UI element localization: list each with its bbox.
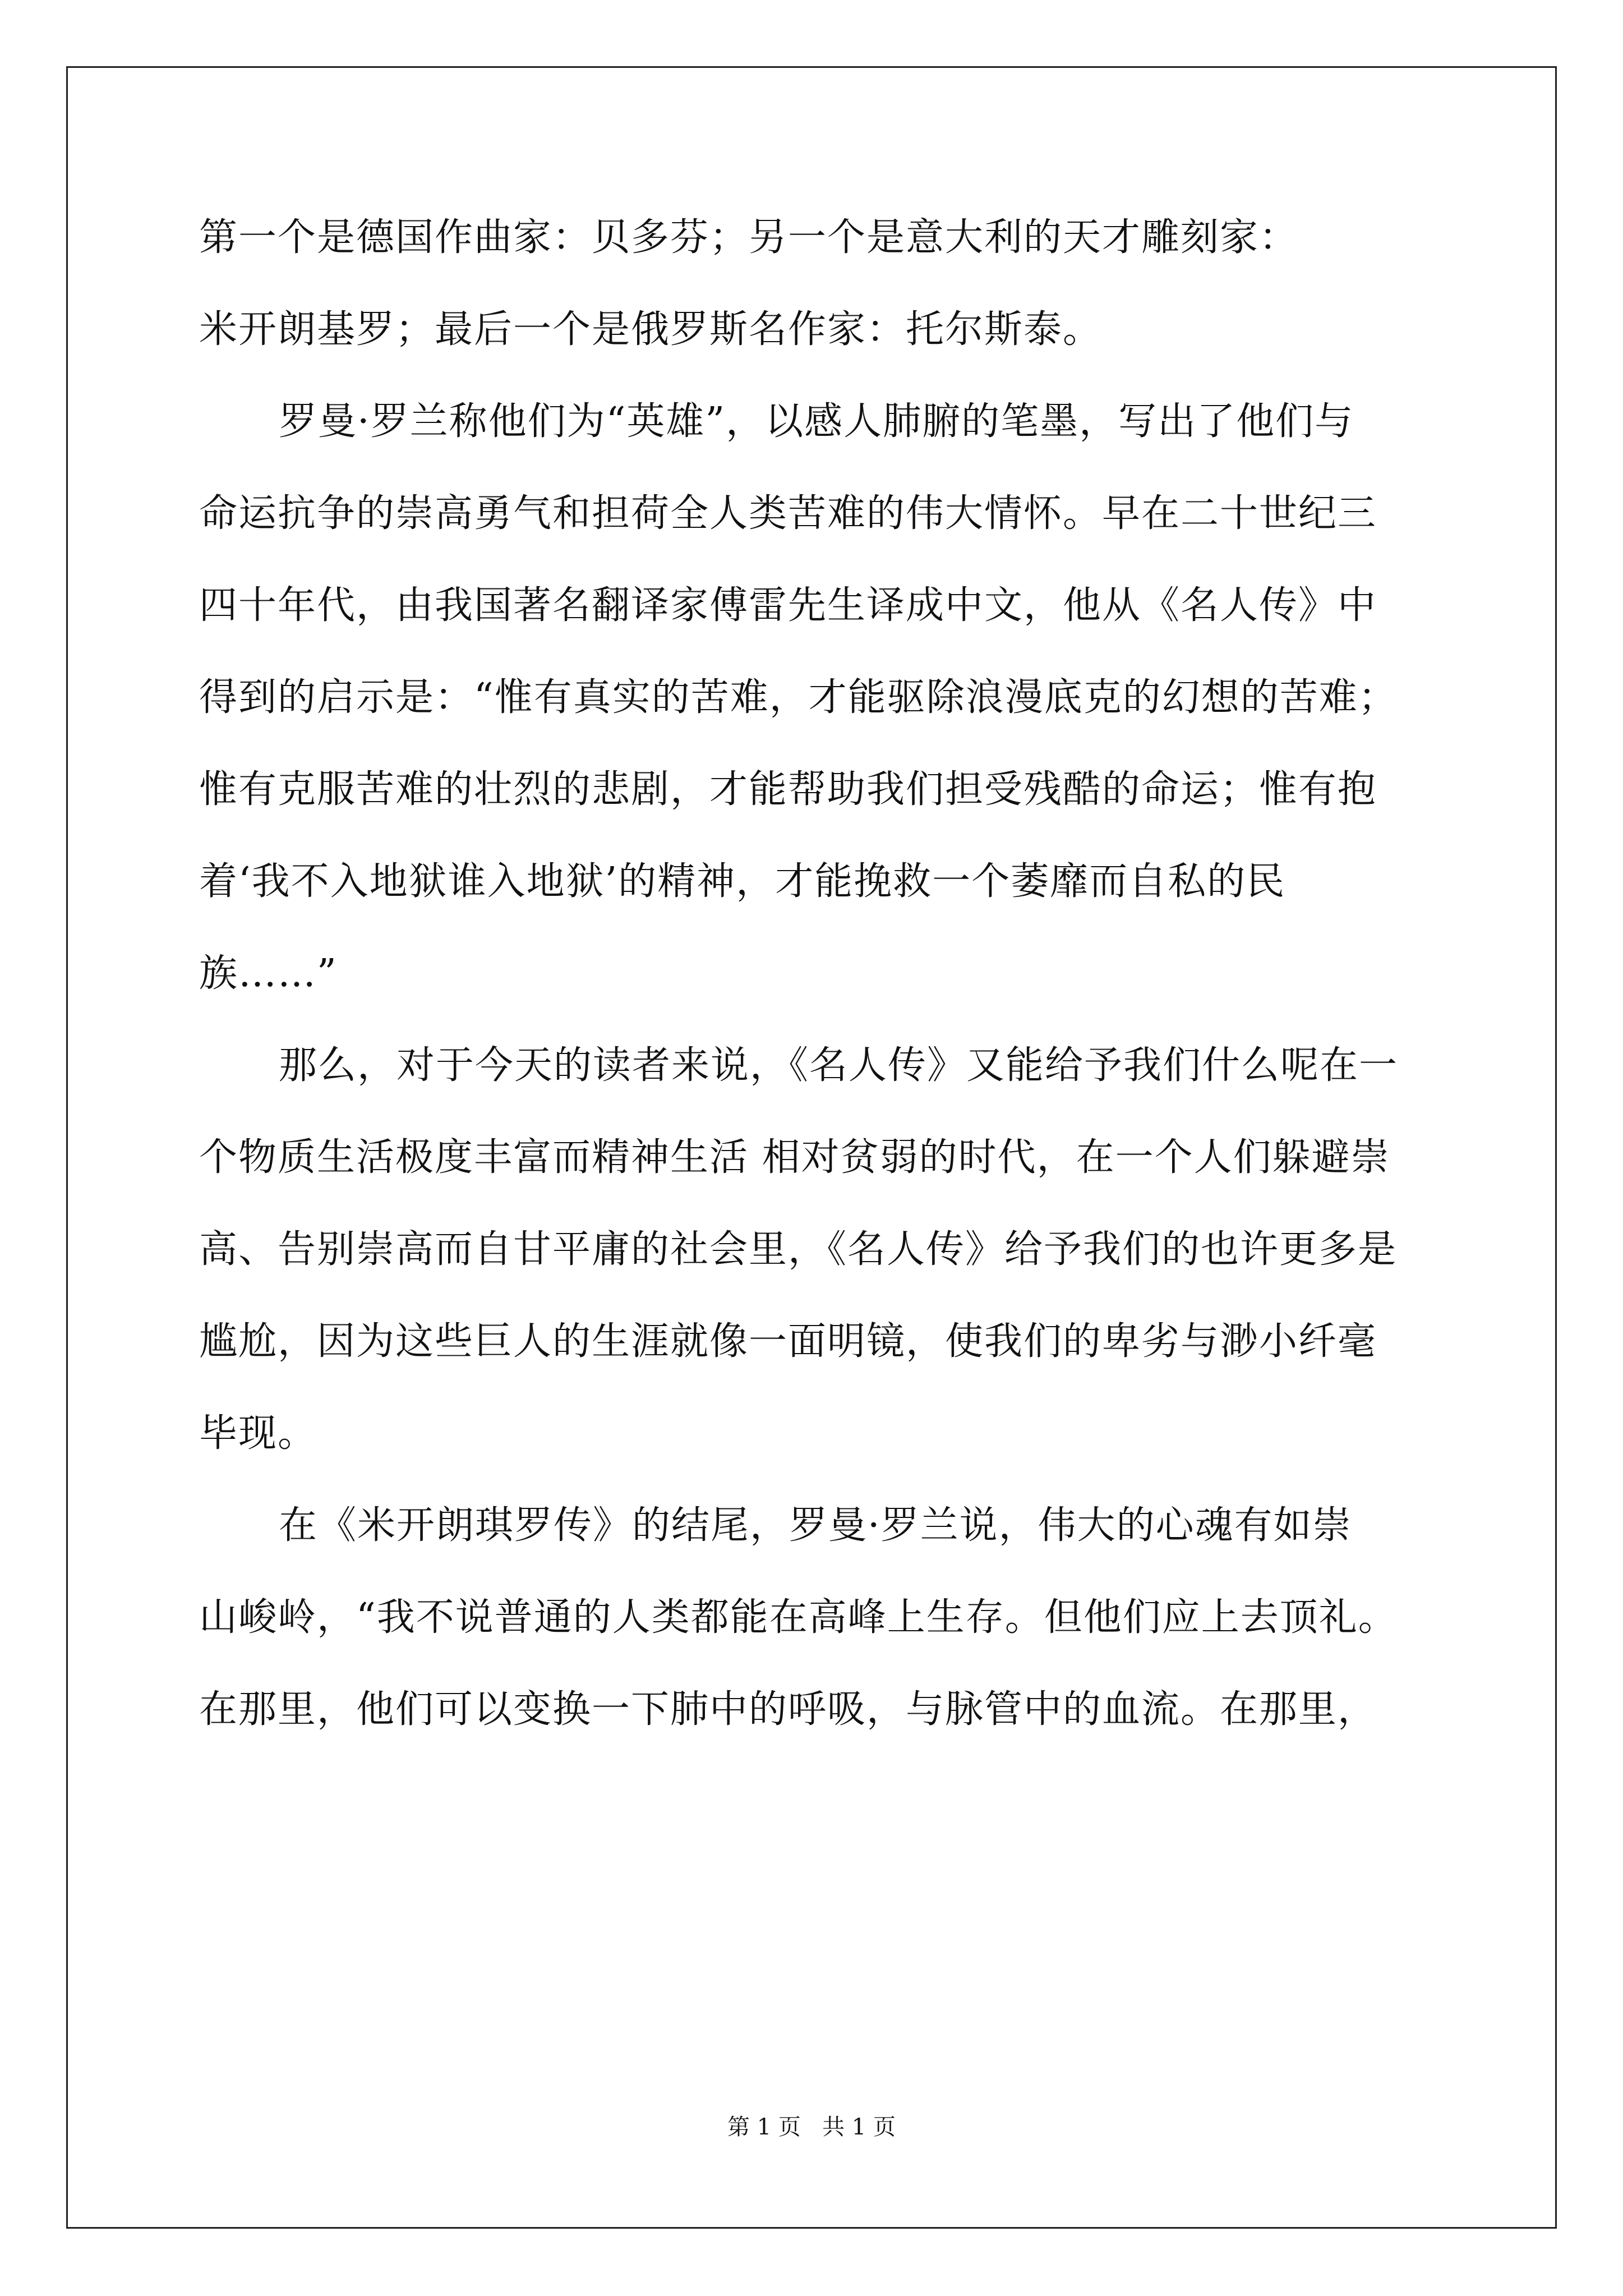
text-line: 惟有克服苦难的壮烈的悲剧，才能帮助我们担受残酷的命运；惟有抱 (199, 767, 1377, 812)
document-body (199, 215, 1424, 1783)
text-line: 第一个是德国作曲家：贝多芬；另一个是意大利的天才雕刻家： (199, 215, 1299, 260)
page-footer: 第 1 页 共 1 页 (727, 2114, 896, 2140)
paragraph-start: 那么，对于今天的读者来说，《名人传》又能给予我们什么呢在一 (279, 1043, 1399, 1088)
text-line: 着‘我不入地狱谁入地狱’的精神，才能挽救一个萎靡而自私的民 (199, 859, 1286, 904)
text-line: 个物质生活极度丰富而精神生活 相对贫弱的时代，在一个人们躲避崇 (199, 1135, 1390, 1180)
text-line: 毕现。 (199, 1411, 317, 1456)
paragraph-start: 在《米开朗琪罗传》的结尾，罗曼·罗兰说，伟大的心魂有如崇 (279, 1503, 1352, 1548)
text-line: 命运抗争的崇高勇气和担荷全人类苦难的伟大情怀。早在二十世纪三 (199, 491, 1377, 536)
text-line: 得到的启示是：“惟有真实的苦难，才能驱除浪漫底克的幻想的苦难； (199, 675, 1398, 720)
text-line: 米开朗基罗；最后一个是俄罗斯名作家：托尔斯泰。 (199, 307, 1103, 352)
text-line: 在那里，他们可以变换一下肺中的呼吸，与脉管中的血流。在那里， (199, 1687, 1377, 1732)
text-line: 尴尬，因为这些巨人的生涯就像一面明镜，使我们的卑劣与渺小纤毫 (199, 1319, 1377, 1364)
text-line: 山峻岭，“我不说普通的人类都能在高峰上生存。但他们应上去顶礼。 (199, 1595, 1398, 1640)
text-line: 族……” (199, 951, 338, 996)
paragraph-start: 罗曼·罗兰称他们为“英雄”，以感人肺腑的笔墨，写出了他们与 (279, 399, 1354, 444)
text-line: 高、告别崇高而自甘平庸的社会里，《名人传》给予我们的也许更多是 (199, 1227, 1398, 1272)
text-line: 四十年代，由我国著名翻译家傅雷先生译成中文，他从《名人传》中 (199, 583, 1377, 628)
